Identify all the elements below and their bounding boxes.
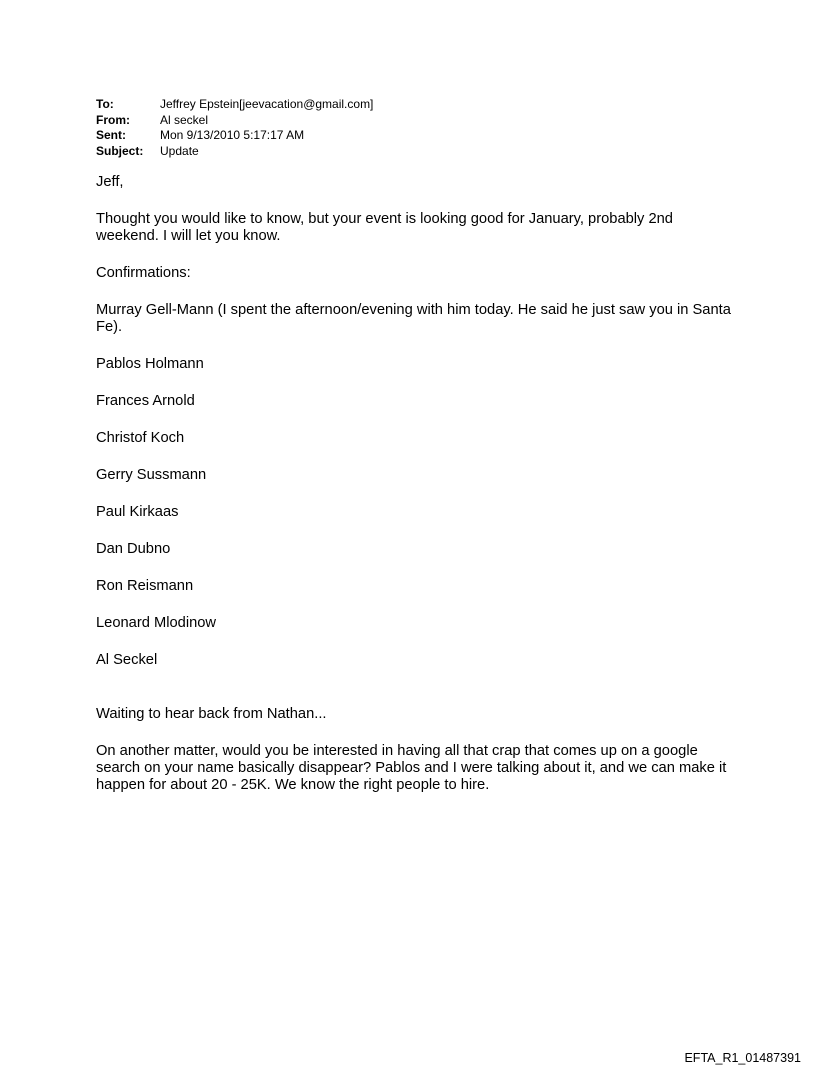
list-item: Paul Kirkaas <box>96 504 179 520</box>
subject-value: Update <box>160 143 199 158</box>
list-item: Al Seckel <box>96 652 158 668</box>
sent-value: Mon 9/13/2010 5:17:17 AM <box>160 128 305 142</box>
list-item: Frances Arnold <box>96 393 195 409</box>
intro-paragraph: Thought you would like to know, but your event is looking good for January, probably 2nd weekend. I will let you know. <box>96 211 673 244</box>
list-item: Christof Koch <box>96 430 185 446</box>
list-item: Leonard Mlodinow <box>96 615 217 631</box>
to-row <box>96 97 373 113</box>
other-matter-paragraph: On another matter, would you be interested in having all that crap that comes up on a google search on your name basically disappear? Pablos and I were talking about it, and we can make it happen for about 20 - 25K. We know the right people to hire. <box>96 743 727 793</box>
list-item: Ron Reismann <box>96 578 194 594</box>
to-label: To: <box>96 97 114 111</box>
email-header <box>96 97 373 159</box>
from-label: From: <box>96 112 130 127</box>
subject-row <box>96 144 373 160</box>
list-item: Gerry Sussmann <box>96 467 207 483</box>
confirmed-list <box>96 302 736 669</box>
list-item: Pablos Holmann <box>96 356 204 372</box>
waiting-paragraph: Waiting to hear back from Nathan... <box>96 706 327 722</box>
list-item: Murray Gell-Mann (I spent the afternoon/evening with him today. He said he just saw you in Santa Fe). <box>96 302 731 335</box>
document-id: EFTA_R1_01487391 <box>684 1051 801 1065</box>
subject-label: Subject: <box>96 143 144 158</box>
list-item: Dan Dubno <box>96 541 171 557</box>
greeting: Jeff, <box>96 174 124 190</box>
from-row <box>96 113 373 129</box>
sent-label: Sent: <box>96 128 126 142</box>
email-body <box>96 174 736 814</box>
sent-row <box>96 128 373 144</box>
from-value: Al seckel <box>160 112 209 127</box>
to-value: Jeffrey Epstein[jeevacation@gmail.com] <box>160 97 374 111</box>
confirmations-heading: Confirmations: <box>96 265 191 281</box>
